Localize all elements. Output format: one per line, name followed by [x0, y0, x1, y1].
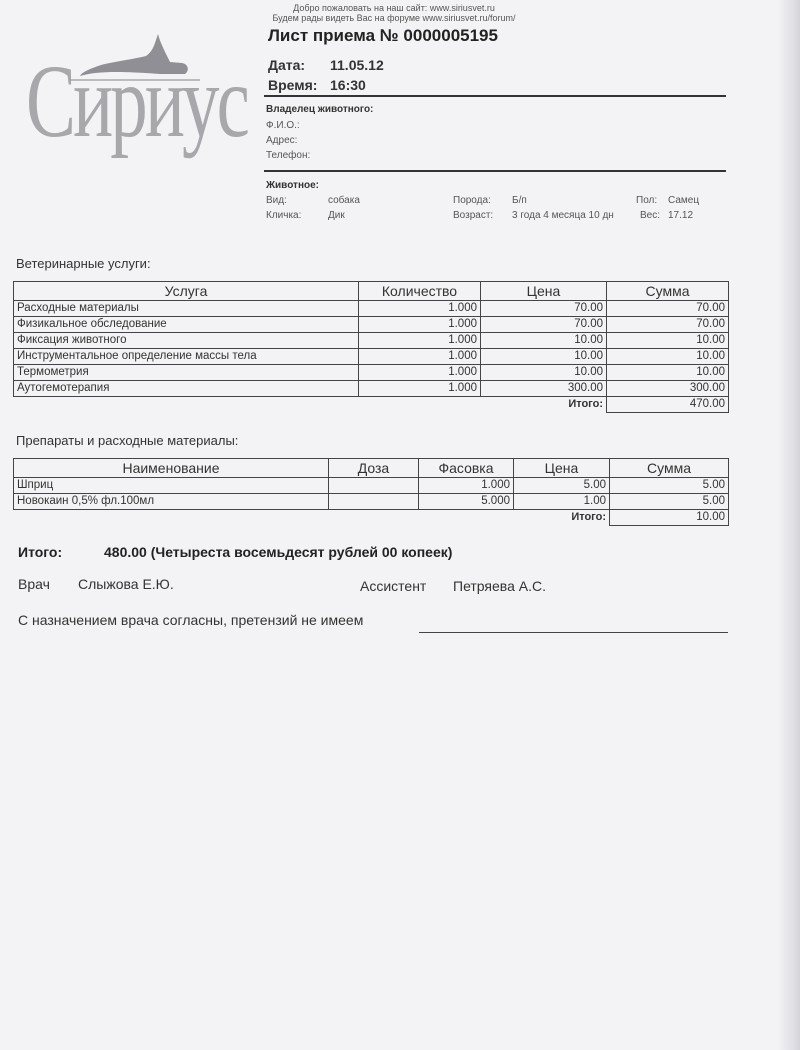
welcome-line-1: Добро пожаловать на наш сайт: www.siriusvet.ru	[293, 3, 495, 13]
welcome-line-2: Будем рады видеть Вас на форуме www.siriusvet.ru/forum/	[272, 13, 516, 23]
pet-name-label: Кличка:	[266, 210, 302, 221]
column-header: Количество	[359, 282, 481, 301]
supply-name: Новокаин 0,5% фл.100мл	[14, 494, 329, 510]
sex-label: Пол:	[636, 195, 658, 206]
service-sum: 10.00	[607, 365, 729, 381]
service-price: 300.00	[481, 381, 607, 397]
supply-package: 1.000	[419, 478, 514, 494]
weight-label: Вес:	[640, 210, 661, 221]
services-total-value: 470.00	[607, 397, 729, 413]
column-header: Цена	[514, 459, 610, 478]
clinic-logo	[0, 0, 260, 240]
supplies-total-row	[14, 510, 729, 526]
service-sum: 300.00	[607, 381, 729, 397]
welcome-text	[244, 3, 544, 23]
service-quantity: 1.000	[359, 317, 481, 333]
services-heading: Ветеринарные услуги:	[16, 256, 151, 271]
service-price: 70.00	[481, 301, 607, 317]
service-quantity: 1.000	[359, 365, 481, 381]
column-header: Услуга	[14, 282, 359, 301]
owner-fio-label: Ф.И.О.:	[266, 120, 300, 131]
service-price: 70.00	[481, 317, 607, 333]
time-label: Время:	[268, 77, 318, 93]
service-quantity: 1.000	[359, 301, 481, 317]
column-header: Сумма	[610, 459, 729, 478]
owner-section-label: Владелец животного:	[266, 104, 374, 115]
supply-sum: 5.00	[610, 494, 729, 510]
service-quantity: 1.000	[359, 381, 481, 397]
table-row	[14, 349, 729, 365]
services-total-row	[14, 397, 729, 413]
column-header: Наименование	[14, 459, 329, 478]
grand-total-label: Итого:	[18, 544, 63, 560]
time-value: 16:30	[330, 77, 366, 93]
service-price: 10.00	[481, 349, 607, 365]
consent-text: С назначением врача согласны, претензий не имеем	[18, 612, 364, 628]
service-sum: 70.00	[607, 317, 729, 333]
table-row	[14, 365, 729, 381]
divider-middle	[264, 170, 726, 172]
table-row	[14, 381, 729, 397]
service-price: 10.00	[481, 333, 607, 349]
species-label: Вид:	[266, 195, 287, 206]
supply-dose	[329, 494, 419, 510]
services-table	[13, 281, 729, 413]
owner-address-label: Адрес:	[266, 135, 298, 146]
species-value: собака	[328, 195, 360, 206]
service-price: 10.00	[481, 365, 607, 381]
column-header: Фасовка	[419, 459, 514, 478]
page-edge-shadow	[778, 0, 800, 1050]
supply-dose	[329, 478, 419, 494]
empty-cell	[419, 510, 514, 526]
service-quantity: 1.000	[359, 333, 481, 349]
supply-package: 5.000	[419, 494, 514, 510]
service-name: Фиксация животного	[14, 333, 359, 349]
supplies-table	[13, 458, 729, 526]
supply-sum: 5.00	[610, 478, 729, 494]
supplies-total-value: 10.00	[610, 510, 729, 526]
supply-name: Шприц	[14, 478, 329, 494]
supplies-header-row	[14, 459, 729, 478]
column-header: Сумма	[607, 282, 729, 301]
service-name: Инструментальное определение массы тела	[14, 349, 359, 365]
empty-cell	[329, 510, 419, 526]
column-header: Доза	[329, 459, 419, 478]
table-row	[14, 478, 729, 494]
service-name: Термометрия	[14, 365, 359, 381]
supplies-total-label: Итого:	[571, 511, 606, 524]
service-sum: 10.00	[607, 333, 729, 349]
grand-total-value: 480.00 (Четыреста восемьдесят рублей 00 копеек)	[104, 544, 453, 560]
logo-wordmark: Сириус	[26, 44, 247, 159]
assistant-label: Ассистент	[360, 578, 427, 594]
sex-value: Самец	[668, 195, 700, 206]
owner-phone-label: Телефон:	[266, 150, 311, 161]
age-value: 3 года 4 месяца 10 дн	[512, 210, 614, 221]
document-title: Лист приема № 0000005195	[268, 26, 498, 45]
service-name: Физикальное обследование	[14, 317, 359, 333]
service-sum: 10.00	[607, 349, 729, 365]
service-name: Расходные материалы	[14, 301, 359, 317]
doctor-name: Слыжова Е.Ю.	[78, 576, 174, 592]
service-name: Аутогемотерапия	[14, 381, 359, 397]
breed-value: Б/п	[512, 195, 527, 206]
services-header-row	[14, 282, 729, 301]
age-label: Возраст:	[453, 210, 494, 221]
table-row	[14, 317, 729, 333]
service-sum: 70.00	[607, 301, 729, 317]
column-header: Цена	[481, 282, 607, 301]
breed-label: Порода:	[453, 195, 491, 206]
empty-cell	[14, 397, 359, 413]
date-label: Дата:	[268, 57, 306, 73]
weight-value: 17.12	[668, 210, 694, 221]
table-row	[14, 333, 729, 349]
service-quantity: 1.000	[359, 349, 481, 365]
pet-name-value: Дик	[328, 210, 345, 221]
empty-cell	[359, 397, 481, 413]
supplies-heading: Препараты и расходные материалы:	[16, 433, 239, 448]
doctor-label: Врач	[18, 576, 50, 592]
supply-price: 5.00	[514, 478, 610, 494]
table-row	[14, 494, 729, 510]
table-row	[14, 301, 729, 317]
assistant-name: Петряева А.С.	[453, 578, 546, 594]
divider-top	[264, 95, 726, 97]
signature-line	[419, 632, 728, 633]
empty-cell	[14, 510, 329, 526]
animal-section-label: Животное:	[266, 180, 319, 191]
date-value: 11.05.12	[330, 57, 384, 73]
services-total-label: Итого:	[568, 398, 603, 411]
supply-price: 1.00	[514, 494, 610, 510]
